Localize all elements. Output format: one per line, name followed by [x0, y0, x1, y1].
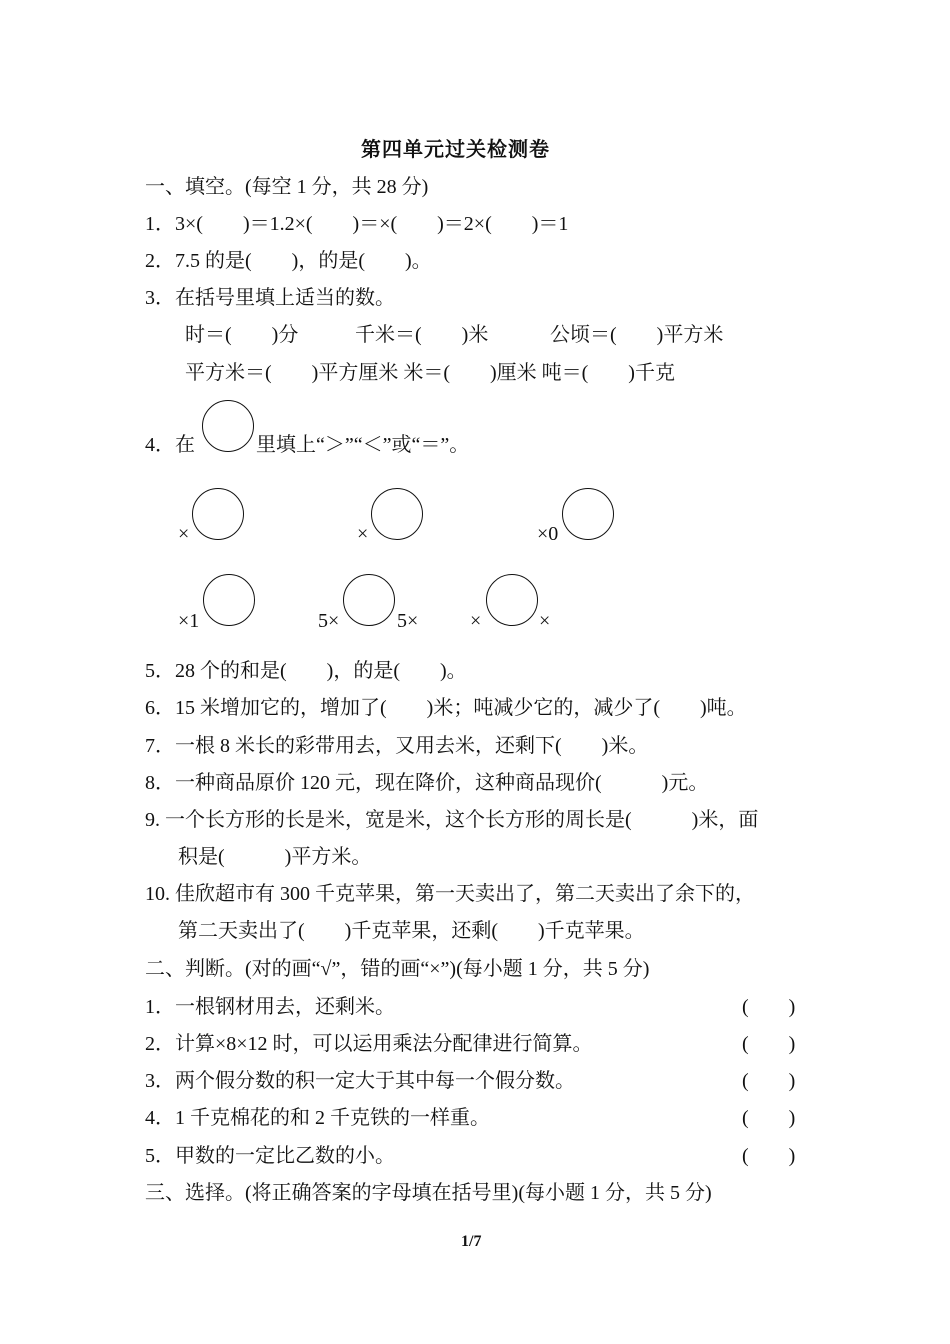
compare-circle-a[interactable] [192, 488, 244, 540]
compare-circle-f[interactable] [486, 574, 538, 626]
compare-circle-d[interactable] [203, 574, 255, 626]
page-number: 1/7 [461, 1233, 482, 1250]
judge-item-5: 5．甲数的一定比乙数的小。 [145, 1145, 395, 1167]
compare-circle-c[interactable] [562, 488, 614, 540]
compare-item-e-right: 5× [397, 610, 419, 632]
question-3-item-hectare: 公顷＝( )平方米 [550, 324, 724, 346]
question-3-row2: 平方米＝( )平方厘米 米＝( )厘米 吨＝( )千克 [185, 362, 675, 384]
question-10-line-2: 第二天卖出了( )千克苹果，还剩( )千克苹果。 [178, 920, 645, 942]
compare-item-b: × [357, 523, 369, 545]
question-10-line-1: 10. 佳欣超市有 300 千克苹果，第一天卖出了，第二天卖出了余下的， [145, 883, 755, 905]
judge-answer-4[interactable]: ( ) [742, 1107, 796, 1129]
question-3-item-km: 千米＝( )米 [355, 324, 489, 346]
judge-item-1: 1．一根钢材用去，还剩米。 [145, 996, 395, 1018]
judge-answer-1[interactable]: ( ) [742, 996, 796, 1018]
question-3: 3．在括号里填上适当的数。 [145, 287, 395, 309]
section-judge-heading: 二、判断。(对的画“√”，错的画“×”)(每小题 1 分，共 5 分) [145, 958, 650, 980]
compare-circle-icon [202, 400, 254, 452]
judge-answer-2[interactable]: ( ) [742, 1033, 796, 1055]
compare-item-e-left: 5× [318, 610, 340, 632]
question-1: 1．3×( )＝1.2×( )＝×( )＝2×( )＝1 [145, 213, 569, 235]
judge-answer-5[interactable]: ( ) [742, 1145, 796, 1167]
question-9-line-2: 积是( )平方米。 [178, 846, 372, 868]
question-9-line-1: 9. 一个长方形的长是米，宽是米，这个长方形的周长是( )米，面 [145, 809, 759, 831]
compare-circle-e[interactable] [343, 574, 395, 626]
compare-item-f-right: × [539, 610, 551, 632]
compare-item-c: ×0 [537, 523, 559, 545]
question-2: 2．7.5 的是( )，的是( )。 [145, 250, 432, 272]
question-4-prefix: 4．在 [145, 434, 195, 456]
question-5: 5．28 个的和是( )，的是( )。 [145, 660, 467, 682]
judge-item-2: 2．计算×8×12 时，可以运用乘法分配律进行简算。 [145, 1033, 593, 1055]
compare-item-d: ×1 [178, 610, 200, 632]
section-choice-heading: 三、选择。(将正确答案的字母填在括号里)(每小题 1 分，共 5 分) [145, 1182, 712, 1204]
question-4-suffix: 里填上“＞”“＜”或“＝”。 [256, 434, 470, 456]
judge-answer-3[interactable]: ( ) [742, 1070, 796, 1092]
question-6: 6．15 米增加它的，增加了( )米；吨减少它的，减少了( )吨。 [145, 697, 747, 719]
page-title: 第四单元过关检测卷 [361, 139, 550, 161]
compare-item-f-left: × [470, 610, 482, 632]
question-3-item-hours: 时＝( )分 [185, 324, 299, 346]
question-7: 7．一根 8 米长的彩带用去，又用去米，还剩下( )米。 [145, 735, 649, 757]
question-8: 8．一种商品原价 120 元，现在降价，这种商品现价( )元。 [145, 772, 709, 794]
section-fill-heading: 一、填空。(每空 1 分，共 28 分) [145, 176, 429, 198]
compare-item-a: × [178, 523, 190, 545]
judge-item-4: 4．1 千克棉花的和 2 千克铁的一样重。 [145, 1107, 490, 1129]
compare-circle-b[interactable] [371, 488, 423, 540]
judge-item-3: 3．两个假分数的积一定大于其中每一个假分数。 [145, 1070, 575, 1092]
